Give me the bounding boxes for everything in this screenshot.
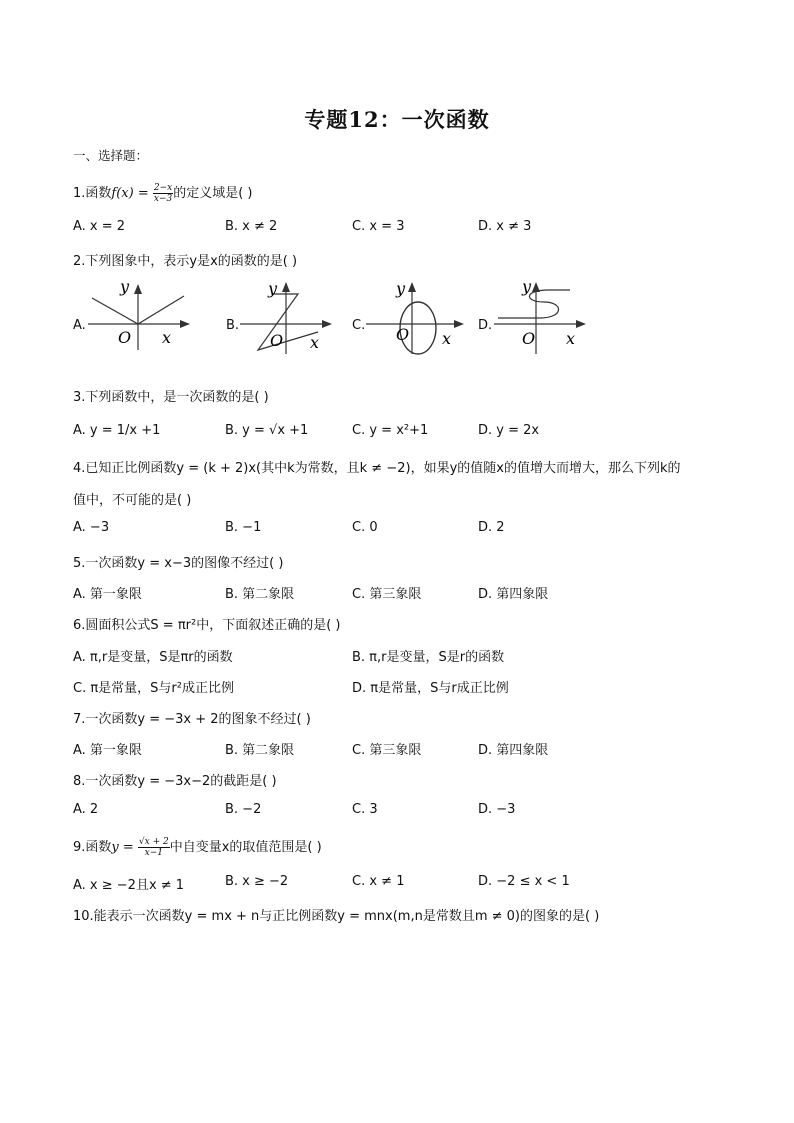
- question-2-stem: 2.下列图象中，表示y是x的函数的是( ): [73, 254, 298, 269]
- q2-graph-d[interactable]: [494, 278, 594, 356]
- q2b-origin-label: O: [270, 331, 284, 350]
- q2a-y-axis-label: y: [120, 280, 130, 296]
- q1-stem-math: f(x) =: [111, 186, 153, 201]
- q2c-origin-label: O: [396, 325, 410, 344]
- q2a-x-axis-label: x: [162, 328, 172, 347]
- q2-graph-b[interactable]: [240, 280, 340, 358]
- question-8-stem: 8.一次函数y = −3x−2的截距是( ): [73, 774, 277, 789]
- question-4-stem-line1: 4.已知正比例函数y = (k + 2)x(其中k为常数，且k ≠ −2)，如果y的值随x的值增大而增大，那么下列k的: [73, 461, 681, 476]
- question-10-stem: 10.能表示一次函数y = mx + n与正比例函数y = mnx(m,n是常数且m ≠ 0)的图象的是( ): [73, 909, 600, 924]
- q9-stem-pre: 9.函数: [73, 840, 112, 855]
- q9-option-c[interactable]: C. x ≠ 1: [352, 874, 405, 889]
- q8-option-d[interactable]: D. −3: [478, 802, 516, 817]
- q8-option-c[interactable]: C. 3: [352, 802, 378, 817]
- q2d-origin-label: O: [522, 329, 536, 348]
- q7-option-c[interactable]: C. 第三象限: [352, 743, 422, 758]
- q2-option-c-label[interactable]: C.: [352, 318, 366, 333]
- q9-stem-post: 中自变量x的取值范围是( ): [169, 840, 322, 855]
- q2-option-d-label[interactable]: D.: [478, 318, 493, 333]
- q7-option-a[interactable]: A. 第一象限: [73, 743, 142, 758]
- q9-frac-den: x−1: [144, 848, 163, 858]
- page-title: 专题12：一次函数: [304, 107, 490, 132]
- q9-frac-num: √x + 2: [138, 837, 169, 847]
- q1-stem-post: 的定义域是( ): [173, 186, 253, 201]
- question-6-stem: 6.圆面积公式S = πr²中，下面叙述正确的是( ): [73, 618, 341, 633]
- q1-stem-pre: 1.函数: [73, 186, 112, 201]
- question-7-stem: 7.一次函数y = −3x + 2的图象不经过( ): [73, 712, 311, 727]
- q2-graph-c[interactable]: [366, 278, 470, 356]
- q1-frac-num: 2−x: [153, 183, 173, 193]
- q9-option-a[interactable]: A. x ≥ −2且x ≠ 1: [73, 878, 185, 893]
- question-4-stem-line2: 值中，不可能的是( ): [73, 493, 192, 508]
- section-heading: 一、选择题：: [73, 148, 149, 163]
- q9-fraction: [138, 837, 170, 858]
- q5-option-d[interactable]: D. 第四象限: [478, 587, 549, 602]
- q1-fraction: [153, 183, 173, 204]
- q5-option-b[interactable]: B. 第二象限: [225, 587, 295, 602]
- q2d-y-axis-label: y: [522, 278, 532, 296]
- question-1-stem: [73, 182, 252, 204]
- q2b-y-axis-label: y: [268, 280, 278, 298]
- q1-option-a[interactable]: A. x = 2: [73, 219, 126, 234]
- q2-option-a-label[interactable]: A.: [73, 318, 86, 333]
- q3-option-c[interactable]: C. y = x²+1: [352, 423, 429, 438]
- q3-option-a[interactable]: A. y = 1/x +1: [73, 423, 161, 438]
- q1-option-d[interactable]: D. x ≠ 3: [478, 219, 532, 234]
- q7-option-d[interactable]: D. 第四象限: [478, 743, 549, 758]
- q2-graph-a[interactable]: [88, 280, 198, 350]
- q3-option-d[interactable]: D. y = 2x: [478, 423, 540, 438]
- q4-option-d[interactable]: D. 2: [478, 520, 505, 535]
- question-5-stem: 5.一次函数y = x−3的图像不经过( ): [73, 556, 284, 571]
- question-3-stem: 3.下列函数中，是一次函数的是( ): [73, 390, 269, 405]
- q6-option-a[interactable]: A. π,r是变量，S是πr的函数: [73, 650, 233, 665]
- q4-option-a[interactable]: A. −3: [73, 520, 110, 535]
- q8-option-a[interactable]: A. 2: [73, 802, 99, 817]
- q2c-x-axis-label: x: [442, 329, 452, 348]
- q9-stem-math: y =: [111, 840, 138, 855]
- q2-option-b-label[interactable]: B.: [226, 318, 240, 333]
- q1-option-b[interactable]: B. x ≠ 2: [225, 219, 278, 234]
- q2c-y-axis-label: y: [396, 279, 406, 298]
- q3-option-b[interactable]: B. y = √x +1: [225, 423, 309, 438]
- q5-option-a[interactable]: A. 第一象限: [73, 587, 142, 602]
- q4-option-b[interactable]: B. −1: [225, 520, 262, 535]
- q9-option-d[interactable]: D. −2 ≤ x < 1: [478, 874, 570, 889]
- q7-option-b[interactable]: B. 第二象限: [225, 743, 295, 758]
- q4-option-c[interactable]: C. 0: [352, 520, 378, 535]
- q2b-x-axis-label: x: [310, 333, 320, 352]
- q5-option-c[interactable]: C. 第三象限: [352, 587, 422, 602]
- q1-option-c[interactable]: C. x = 3: [352, 219, 405, 234]
- q6-option-c[interactable]: C. π是常量，S与r²成正比例: [73, 681, 234, 696]
- q2d-x-axis-label: x: [566, 329, 576, 348]
- q6-option-d[interactable]: D. π是常量，S与r成正比例: [352, 681, 509, 696]
- q1-frac-den: x−3: [153, 194, 173, 204]
- q6-option-b[interactable]: B. π,r是变量，S是r的函数: [352, 650, 505, 665]
- q9-option-b[interactable]: B. x ≥ −2: [225, 874, 289, 889]
- question-9-stem: [73, 836, 322, 858]
- q8-option-b[interactable]: B. −2: [225, 802, 262, 817]
- q2a-origin-label: O: [118, 328, 132, 347]
